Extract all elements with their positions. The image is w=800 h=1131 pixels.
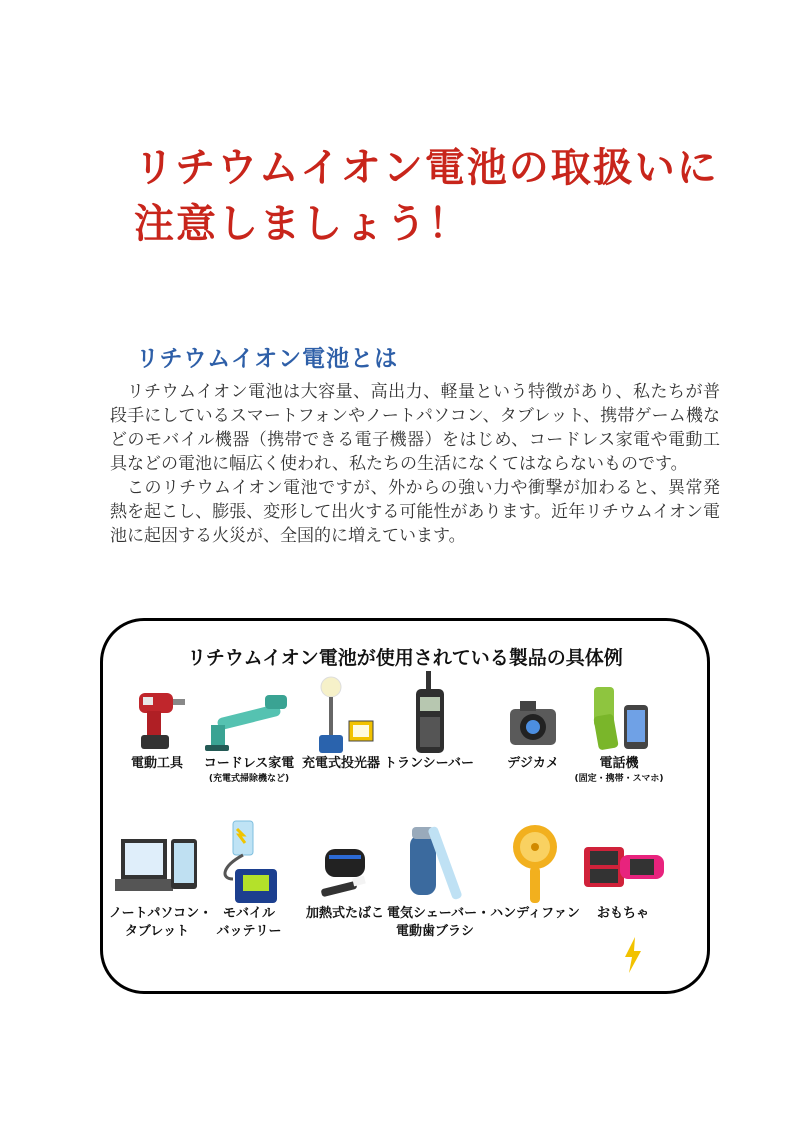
- body-text: [110, 380, 720, 548]
- item-label: デジカメ: [507, 756, 559, 771]
- item-label: モバイル: [222, 906, 275, 921]
- power-drill-icon: [127, 685, 187, 755]
- item-telephone: [571, 685, 667, 785]
- item-sublabel: (充電式掃除機など): [208, 774, 290, 784]
- item-label: ノートパソコン・: [109, 906, 213, 921]
- item-label: 電話機: [599, 756, 639, 771]
- phone-icon: [584, 685, 654, 755]
- item-label: 電動工具: [130, 756, 183, 771]
- item-mobile-battery: [201, 817, 297, 941]
- item-handy-fan: [487, 821, 583, 923]
- item-laptop-tablet: [109, 833, 213, 941]
- shaver-toothbrush-icon: [398, 819, 472, 905]
- item-shaver-toothbrush: [387, 819, 491, 941]
- item-label-2: タブレット: [124, 924, 190, 939]
- item-heated-tobacco: [297, 839, 393, 923]
- mobile-battery-icon: [211, 817, 287, 905]
- transceiver-icon: [404, 671, 454, 755]
- item-label: トランシーバー: [383, 756, 475, 771]
- heated-tobacco-icon: [313, 839, 377, 905]
- item-label: 加熱式たばこ: [305, 906, 384, 921]
- item-cordless-appliance: [201, 685, 297, 785]
- item-label: ハンディファン: [490, 906, 580, 921]
- item-toy: [575, 835, 671, 923]
- digital-camera-icon: [506, 691, 560, 755]
- item-label: 充電式投光器: [301, 756, 380, 771]
- handy-fan-icon: [510, 821, 560, 905]
- paragraph-2: このリチウムイオン電池ですが、外からの強い力や衝撃が加わると、異常発熱を起こし、膨張、変形して出火する可能性があります。近年リチウムイオン電池に起因する火災が、全国的に増えています。: [110, 478, 720, 546]
- item-label-2: バッテリー: [216, 924, 282, 939]
- lightning-icon: [623, 937, 643, 973]
- item-digital-camera: [485, 691, 581, 773]
- title-line-2: 注意しましょう！: [134, 200, 470, 247]
- toy-game-icon: [580, 835, 666, 905]
- item-label-2: 電動歯ブラシ: [395, 924, 474, 939]
- title-line-1: リチウムイオン電池の取扱いに: [134, 144, 719, 191]
- examples-title: リチウムイオン電池が使用されている製品の具体例: [187, 647, 623, 669]
- paragraph-1: リチウムイオン電池は大容量、高出力、軽量という特徴があり、私たちが普段手にしているスマートフォンやノートパソコン、タブレット、携帯ゲーム機などのモバイル機器（携帯できる電子機器）をはじめ、コードレス家電や電動工具などの電池に幅広く使われ、私たちの生活になくてはならないものです。: [110, 382, 720, 474]
- page-title: [134, 140, 754, 252]
- item-label: コードレス家電: [203, 756, 295, 771]
- section-heading: リチウムイオン電池とは: [136, 345, 399, 372]
- cordless-vacuum-icon: [203, 685, 295, 755]
- item-power-tool: [109, 685, 205, 773]
- item-label: おもちゃ: [596, 906, 649, 921]
- item-transceiver: [381, 671, 477, 773]
- item-sublabel: (固定・携帯・スマホ): [574, 774, 664, 784]
- item-label: 電気シェーバー・: [387, 906, 491, 921]
- item-floodlight: [293, 675, 389, 773]
- examples-box: [100, 618, 710, 994]
- floodlight-icon: [301, 675, 381, 755]
- laptop-tablet-icon: [115, 833, 199, 905]
